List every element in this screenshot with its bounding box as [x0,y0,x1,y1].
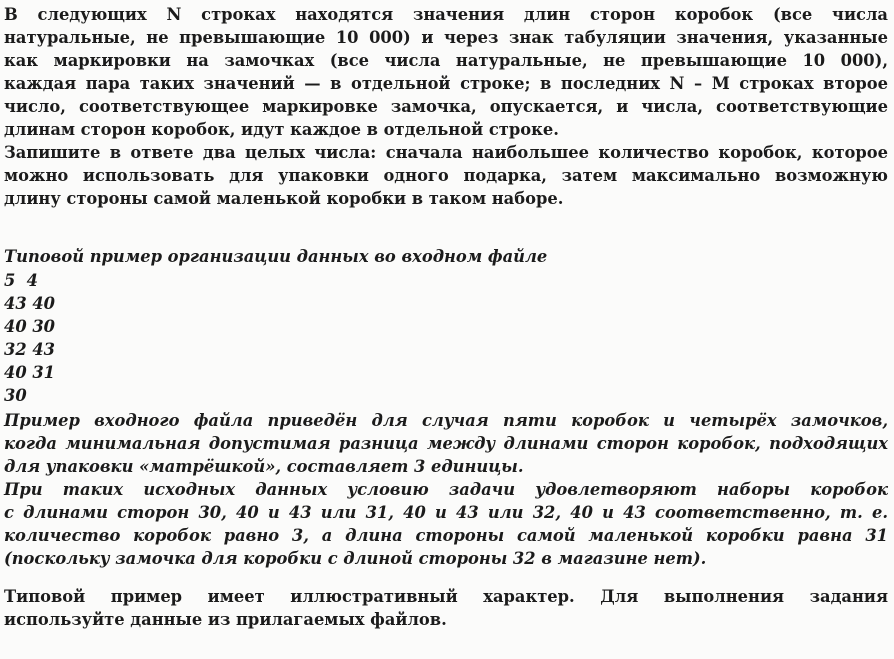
text-line: натуральные, не превышающие 10 000) и через знак табуляции значения, указанные [4,28,888,47]
text-line: В следующих N строках находятся значения длин сторон коробок (все числа [4,5,888,24]
example-data-line: 43 40 [4,294,55,313]
text-line: можно использовать для упаковки одного подарка, затем максимально возможную [4,166,888,185]
text-line: Пример входного файла приведён для случая пяти коробок и четырёх замочков, [4,411,888,430]
text-line: используйте данные из прилагаемых файлов. [4,610,447,629]
example-data-line: 40 30 [4,317,55,336]
note-paragraph [4,585,888,631]
text-line: как маркировки на замочках (все числа натуральные, не превышающие 10 000), [4,51,888,70]
example-explanation-paragraph [4,409,888,478]
text-line: (поскольку замочка для коробки с длиной стороны 32 в магазине нет). [4,549,707,568]
text-line: количество коробок равно 3, а длина стороны самой маленькой коробки равна 31 [4,526,888,545]
answer-instructions-paragraph [4,141,888,210]
input-format-paragraph [4,3,888,141]
text-line: число, соответствующее маркировке замочка, опускается, и числа, соответствующие [4,97,888,116]
text-line: Типовой пример имеет иллюстративный характер. Для выполнения задания [4,587,888,606]
example-data-line: 40 31 [4,363,55,382]
text-line: с длинами сторон 30, 40 и 43 или 31, 40 и 43 или 32, 40 и 43 соответственно, т. е. [4,503,888,522]
example-data-line: 5 4 [4,271,38,290]
text-line: для упаковки «матрёшкой», составляет 3 единицы. [4,457,524,476]
example-result-paragraph [4,478,888,570]
text-line: Запишите в ответе два целых числа: сначала наибольшее количество коробок, которое [4,143,888,162]
example-heading: Типовой пример организации данных во входном файле [4,247,548,266]
text-line: каждая пара таких значений — в отдельной строке; в последних N – M строках второе [4,74,888,93]
example-data-line: 32 43 [4,340,55,359]
text-line: длину стороны самой маленькой коробки в таком наборе. [4,189,564,208]
text-line: когда минимальная допустимая разница между длинами сторон коробок, подходящих [4,434,888,453]
text-line: При таких исходных данных условию задачи удовлетворяют наборы коробок [4,480,888,499]
text-line: длинам сторон коробок, идут каждое в отдельной строке. [4,120,559,139]
example-data-line: 30 [4,386,27,405]
